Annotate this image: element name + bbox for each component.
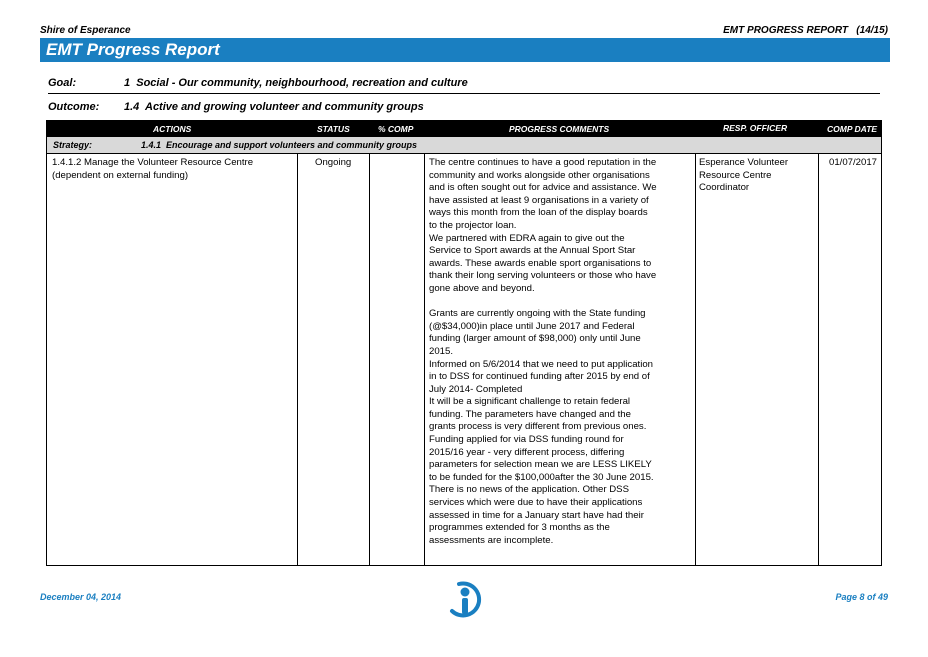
divider xyxy=(695,154,696,566)
goal-row xyxy=(48,77,880,94)
status-cell: Ongoing xyxy=(315,157,352,168)
divider xyxy=(297,154,298,566)
col-actions: ACTIONS xyxy=(153,124,192,134)
divider xyxy=(424,154,425,566)
footer-date: December 04, 2014 xyxy=(40,592,122,602)
col-officer: RESP. OFFICER xyxy=(723,123,788,133)
outcome-label: Outcome: xyxy=(48,101,100,113)
table-header xyxy=(47,121,881,137)
report-label: EMT PROGRESS REPORT (14/15) xyxy=(723,25,888,36)
goal-value: 1 Social - Our community, neighbourhood, recreation and culture xyxy=(124,77,468,89)
comments-cell xyxy=(429,157,691,547)
strategy-label: Strategy: xyxy=(53,140,93,150)
goal-label: Goal: xyxy=(48,77,77,89)
shire-logo-icon xyxy=(442,578,488,618)
progress-table xyxy=(46,120,882,566)
divider xyxy=(818,154,819,566)
col-comp: % COMP xyxy=(378,124,414,134)
divider xyxy=(369,154,370,566)
comments-paragraph: Grants are currently ongoing with the State funding (@$34,000)in place until June 2017 and Federal funding (larger amount of $98,000) only until June 2015. Informed on 5/6/2014 that we need to put application in to DSS for continued funding after 2015 by end of July 2014- Completed It will be a significant challenge to retain federal funding. The parameters have changed and the grants process is very different from previous ones. Funding applied for via DSS funding round for 2015/16 year - very different process, differing parameters for selection mean we are LESS LIKELY to be funded for the $100,000after the 30 June 2015. There is no news of the application. Other DSS services which were due to have their applications assessed in time for a January start have had their programmes extended for 3 months as the assessments are incomplete. xyxy=(429,308,654,546)
col-comments: PROGRESS COMMENTS xyxy=(509,124,610,134)
outcome-value: 1.4 Active and growing volunteer and community groups xyxy=(124,101,424,113)
title-banner xyxy=(40,38,890,62)
page-number: Page 8 of 49 xyxy=(835,592,888,602)
strategy-value: 1.4.1 Encourage and support volunteers and community groups xyxy=(141,140,418,150)
date-cell: 01/07/2017 xyxy=(829,157,878,168)
action-cell: 1.4.1.2 Manage the Volunteer Resource Centre (dependent on external funding) xyxy=(52,157,254,181)
col-status: STATUS xyxy=(317,124,350,134)
strategy-row xyxy=(47,137,881,154)
page-title: EMT Progress Report xyxy=(46,40,220,59)
outcome-row xyxy=(48,101,880,115)
org-name: Shire of Esperance xyxy=(40,25,131,36)
comments-paragraph: The centre continues to have a good reputation in the community and works alongside other organisations and is often sought out for advice and assistance. We have assisted at least 9 organisations in a variety of ways this month from the loan of the display boards to the projector loan. We partnered with EDRA again to give out the Service to Sport awards at the Annual Sport Star awards. These awards enable sport organisations to thank their long serving volunteers or those who have gone above and beyond. xyxy=(429,157,657,294)
officer-cell: Esperance Volunteer Resource Centre Coordinator xyxy=(699,157,789,194)
col-date: COMP DATE xyxy=(827,124,878,134)
